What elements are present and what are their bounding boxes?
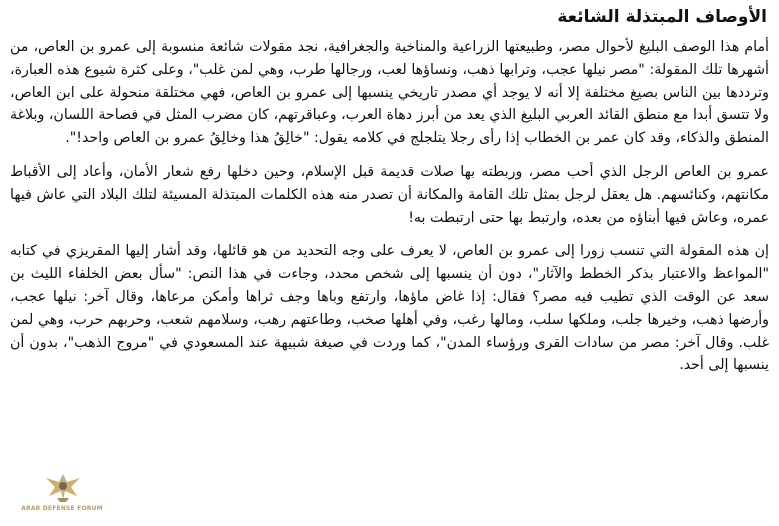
article-title: الأوصاف المبتذلة الشائعة <box>557 7 767 27</box>
article-paragraph-2: عمرو بن العاص الرجل الذي أحب مصر، وربطته بها صلات قديمة قبل الإسلام، وحين دخلها رفع شعار الأمان، وأعاد إلى الأقباط مكانتهم، وكنائسهم. هل يعقل لرجل بمثل تلك القامة والمكانة أن تصدر منه هذه الكلمات المبتذلة المسيئة لتلك البلاد التي عاش فيها عمره، وعاش فيها أبناؤه من بعده، وارتبط بها حتى ارتبطت به! <box>10 163 769 226</box>
article-paragraph-3: إن هذه المقولة التي تنسب زورا إلى عمرو بن العاص، لا يعرف على وجه التحديد من هو قائلها، وقد أشار إليها المقريزي في كتابه "المواعظ والاعتبار بذكر الخطط والآثار"، دون أن ينسبها إلى شخص محدد، وجاءت في هذا النص: "سأل بعض الخلفاء الليث بن سعد عن الوقت الذي تطيب فيه مصر؟ فقال: إذا غاض ماؤها، وارتفع وباها وجف ثراها وأمكن مرعاها، وقال آخر: نيلها عجب، وأرضها ذهب، وخيرها جلب، وملكها سلب، ومالها رغب، وفي أهلها صخب، وطاعتهم رهب، وسلامهم شعب، وحربهم حرب، وهي لمن غلب. وقال آخر: مصر من سادات القرى ورؤساء المدن"، كما وردت في صيغة شبيهة عند المسعودي في "مروج الذهب"، بدون أن ينسبها إلى أحد. <box>10 243 769 374</box>
eagle-emblem-icon <box>42 470 84 504</box>
watermark-caption: ARAB DEFENSE FORUM <box>21 505 103 512</box>
forum-watermark <box>6 470 118 524</box>
article-paragraph-1: أمام هذا الوصف البليغ لأحوال مصر، وطبيعتها الزراعية والمناخية والجغرافية، نجد مقولات شائعة منسوبة إلى عمرو بن العاص، من أشهرها تلك المقولة: "مصر نيلها عجب، وترابها ذهب، ونساؤها لعب، ورجالها طرب، وهي لمن غلب"، وعلى كثرة شيوع هذه العبارة، وترددها بين الناس بصيغ مختلفة إلا أنه لا يوجد أي مصدر تاريخي ينسبها إلى عمرو بن العاص، فهي مختلقة منحولة على ابن العاص، ولا تتسق أبدا مع منطق القائد العربي البليغ الذي يعد من أبرز دهاة العرب، وعباقرتهم، كان مضرب المثل في فصاحة اللسان، وبلاغة المنطق والذكاء، وقد كان عمر بن الخطاب إذا رأى رجلا يتلجلج في كلامه يقول: "خالِقُ هذا وخالِقُ عمرو بن العاص واحد!". <box>10 39 769 147</box>
